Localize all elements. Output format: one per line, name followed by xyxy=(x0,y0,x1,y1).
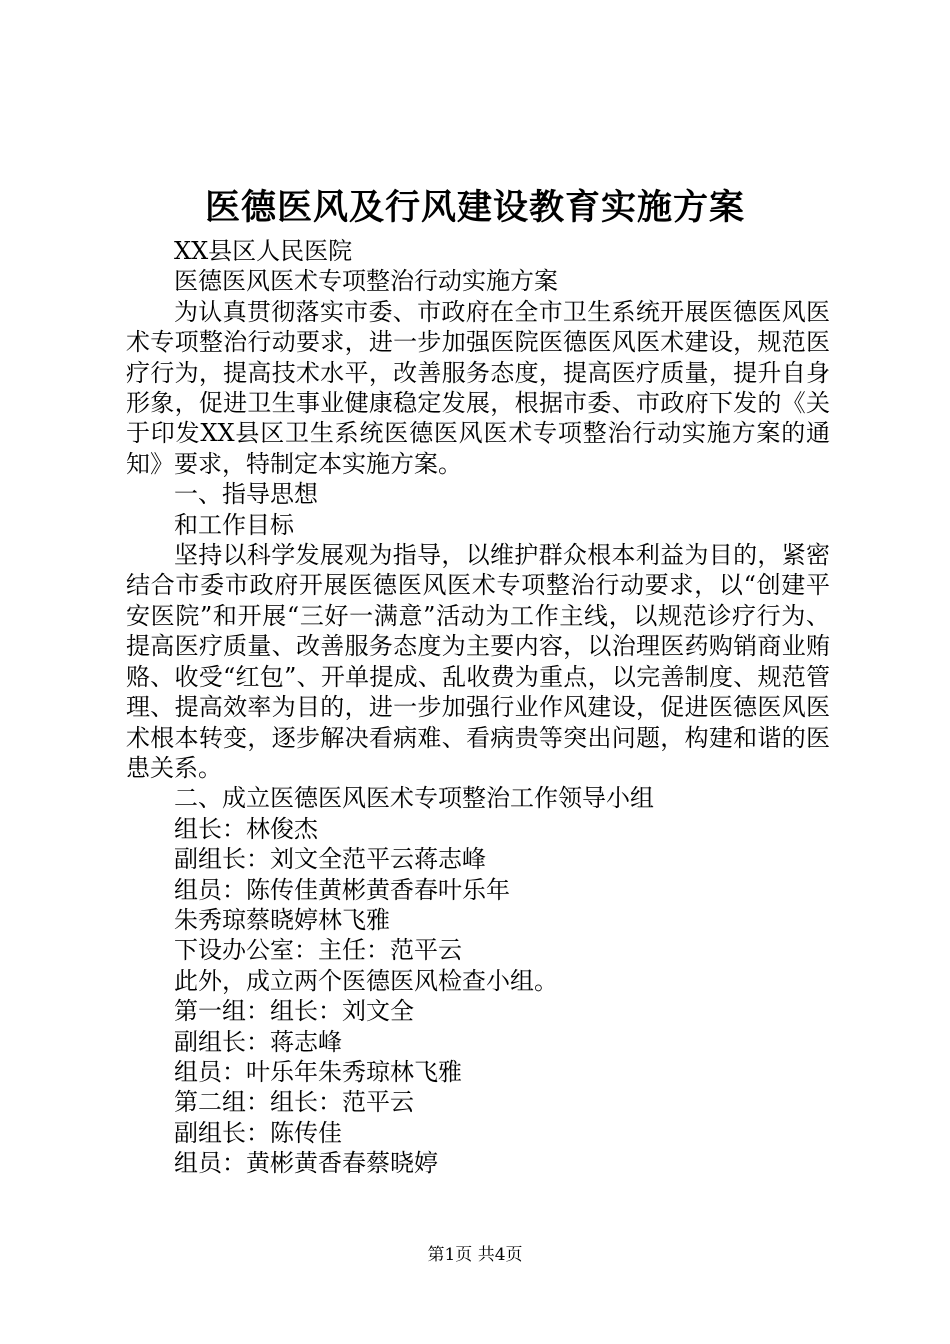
office-line: 下设办公室：主任：范平云 xyxy=(174,936,462,965)
plan-subtitle: 医德医风医术专项整治行动实施方案 xyxy=(174,267,558,296)
group-2-deputy-line: 副组长：陈传佳 xyxy=(174,1118,342,1147)
deputy-leader-line: 副组长：刘文全范平云蒋志峰 xyxy=(174,845,486,874)
intro-paragraph: 为认真贯彻落实市委、市政府在全市卫生系统开展医德医风医术专项整治行动要求，进一步加强医院医德医风医术建设，规范医疗行为，提高技术水平，改善服务态度，提高医疗质量，提升自身形象，促进卫生事业健康稳定发展，根据市委、市政府下发的《关于印发XX县区卫生系统医德医风医术专项整治行动实施方案的通知》要求，特制定本实施方案。 xyxy=(126,297,830,478)
leader-line: 组长：林俊杰 xyxy=(174,814,318,843)
document-title: 医德医风及行风建设教育实施方案 xyxy=(204,187,745,228)
page-footer: 第1页 共4页 xyxy=(427,1245,523,1265)
document-body xyxy=(126,236,830,1179)
hospital-name: XX县区人民医院 xyxy=(174,237,353,265)
group-1-members-line: 组员：叶乐年朱秀琼林飞雅 xyxy=(174,1057,462,1086)
section-heading-1: 一、指导思想 xyxy=(174,480,318,509)
section-heading-2: 二、成立医德医风医术专项整治工作领导小组 xyxy=(174,784,654,813)
guiding-paragraph: 坚持以科学发展观为指导，以维护群众根本利益为目的，紧密结合市委市政府开展医德医风医术专项整治行动要求，以“创建平安医院”和开展“三好一满意”活动为工作主线，以规范诊疗行为、提高医疗质量、改善服务态度为主要内容，以治理医药购销商业贿赂、收受“红包”、开单提成、乱收费为重点，以完善制度、规范管理、提高效率为目的，进一步加强行业作风建设，促进医德医风医术根本转变，逐步解决看病难、看病贵等突出问题，构建和谐的医患关系。 xyxy=(126,541,830,782)
inspection-groups-line: 此外，成立两个医德医风检查小组。 xyxy=(174,966,558,995)
group-1-deputy-line: 副组长：蒋志峰 xyxy=(174,1027,342,1056)
group-2-members-line: 组员：黄彬黄香春蔡晓婷 xyxy=(174,1149,438,1178)
group-2-leader-line: 第二组：组长：范平云 xyxy=(174,1088,414,1117)
members-line-continued: 朱秀琼蔡晓婷林飞雅 xyxy=(174,905,390,934)
section-heading-1-continued: 和工作目标 xyxy=(174,510,294,539)
members-line: 组员：陈传佳黄彬黄香春叶乐年 xyxy=(174,875,510,904)
group-1-leader-line: 第一组：组长：刘文全 xyxy=(174,997,414,1026)
